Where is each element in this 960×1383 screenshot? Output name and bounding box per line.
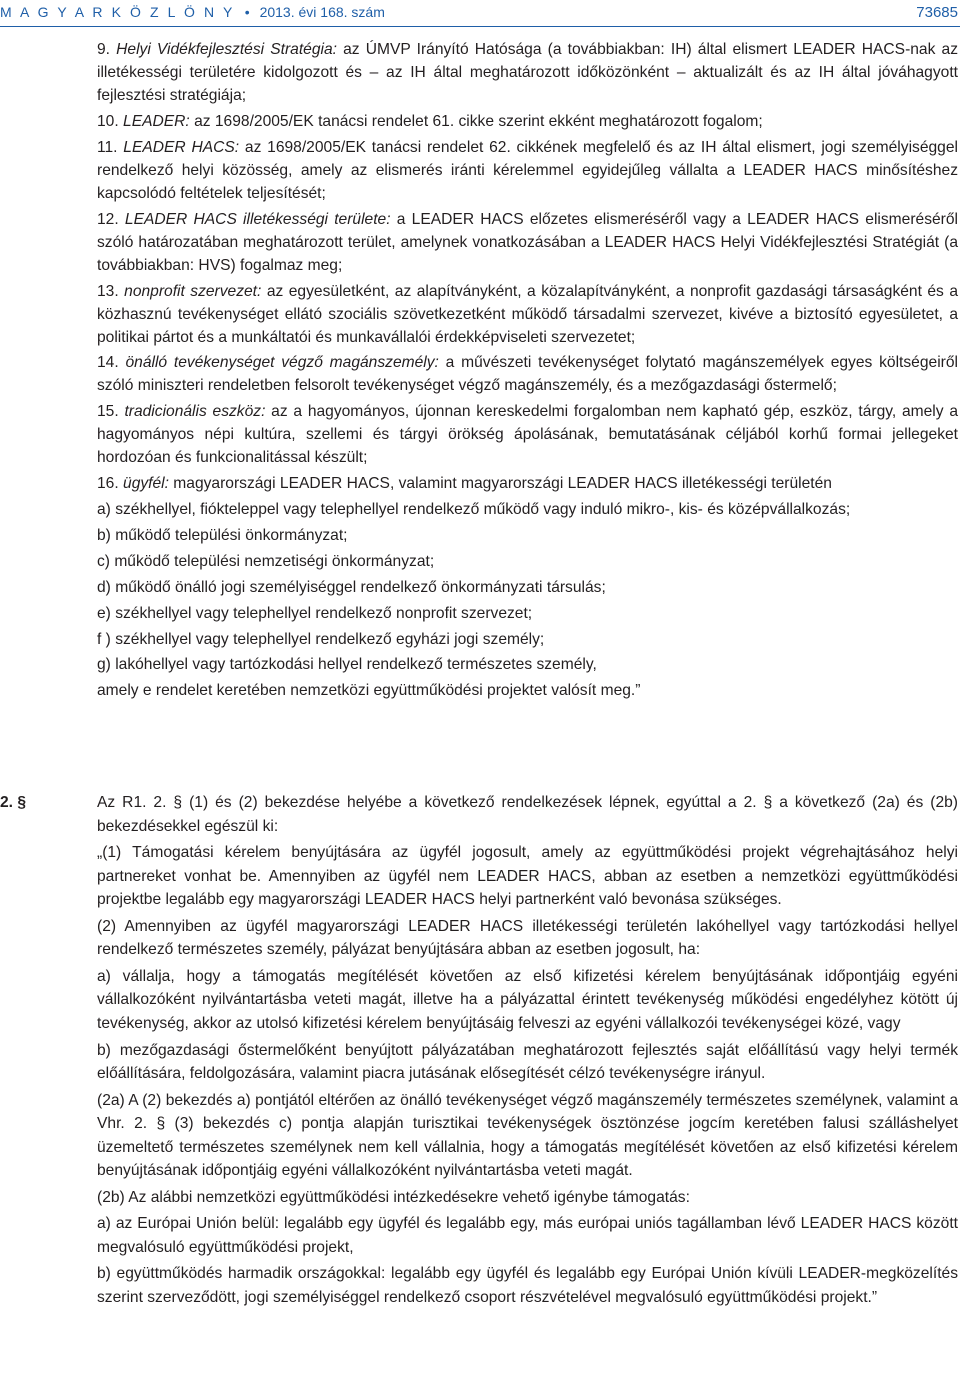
definition-number: 16. [97,475,124,493]
definition-term: LEADER HACS illetékességi területe: [124,210,391,228]
definition-item [97,110,958,133]
definitions-block [97,38,958,705]
client-list-item: f ) székhellyel vagy telephellyel rendelkező egyházi jogi személy; [97,630,545,648]
definition-text: az egyesületként, az alapítványként, a közalapítványként, a nonprofit gazdasági társaságként és a közhasznú tevékenységet ellátó szociális szövetkezetként működő társadalmi szervezet, kivéve a biztosító egyesületet, a politikai pártot és a munkáltatói és munkavállalói érdekképviseleti szervezetet; [97,282,958,346]
section-paragraph: Az R1. 2. § (1) és (2) bekezdése helyébe a következő rendelkezések lépnek, egyúttal a 2. § a következő (2a) és (2b) bekezdésekkel egészül ki: [97,794,958,835]
client-list-item: a) székhellyel, fiókteleppel vagy telephellyel rendelkező működő vagy induló mikro-, kis- és középvállalkozás; [97,501,851,519]
issue-number: 2013. évi 168. szám [259,4,385,20]
page-header [0,0,960,27]
definition-number: 12. [97,210,125,228]
section-paragraph: a) vállalja, hogy a támogatás megítélését követően az első kifizetési kérelem benyújtásának időpontjáig egyéni vállalkozóként nyilvántartásba veteti magát, illetve ha a pályázattal érintett tevékenység működési engedélyhez kötött új tevékenység, akkor az utolsó kifizetési kérelem benyújtásáig felveszi az egyéni vállalkozói tevékenységei közé, vagy [97,967,958,1033]
definition-term: LEADER HACS: [123,138,240,156]
definition-text: az ÚMVP Irányító Hatósága (a továbbiakban: IH) által elismert LEADER HACS-nak az illetékességi területére kidolgozott és – az IH által meghatározott időközönként – aktualizált és az IH által jóváhagyott fejlesztési stratégiája; [97,41,958,104]
definition-number: 11. [97,138,124,156]
definition-text: magyarországi LEADER HACS, valamint magyarországi LEADER HACS illetékességi területén [168,475,832,493]
definition-text: az a hagyományos, újonnan kereskedelmi forgalomban nem kapható gép, eszköz, tárgy, amely a hagyományos népi kultúra, szellemi és tárgyi örökség ápolásának, bemutatásának céljából korhű formai jellegeket hordozóan és funkcionalitással készült; [97,403,958,467]
definition-number: 13. [97,282,125,300]
definition-number: 10. [97,112,124,130]
client-list-item: g) lakóhellyel vagy tartózkodási hellyel rendelkező természetes személy, [97,656,597,674]
section-paragraph: (2a) A (2) bekezdés a) pontjától eltérően az önálló tevékenységet végző magánszemély természetes személynek, valamint a Vhr. 2. § (3) bekezdés c) pontja alapján turisztikai tevékenységek ösztönzése jogcím keretében falusi szálláshelyet üzemeltető természetes személynek nem kell vállalnia, hogy a támogatás megítélését követően az első kifizetési kérelem benyújtásának időpontjáig egyéni vállalkozóként nyilvántartásba veteti magát. [97,1091,958,1180]
definition-text: a művészeti tevékenységet folytató magánszemélyek egyes költségeiről szóló miniszteri rendeletben felsorolt tevékenységet végző magánszemély, és a mezőgazdasági őstermelő; [97,354,958,395]
client-list-item: b) működő települési önkormányzat; [97,527,348,545]
definition-item [97,136,958,205]
definition-item [97,472,958,495]
definition-term: tradicionális eszköz: [124,403,266,421]
definition-text: a LEADER HACS előzetes elismeréséről vagy a LEADER HACS elismeréséről szóló határozatában meghatározott terület, amelynek vonatkozásában a LEADER HACS Helyi Vidékfejlesztési Stratégiát (a továbbiakban: HVS) fogalmaz meg; [97,210,959,274]
definition-term: Helyi Vidékfejlesztési Stratégia: [116,41,337,58]
definition-item [97,38,958,107]
client-list-item: d) működő önálló jogi személyiséggel rendelkező önkormányzati társulás; [97,578,606,596]
definition-term: ügyfél: [123,475,169,493]
definition-number: 15. [97,403,125,421]
journal-title: M A G Y A R K Ö Z L Ö N Y [0,4,235,20]
definition-text: az 1698/2005/EK tanácsi rendelet 61. cikke szerint ekként meghatározott fogalom; [189,112,763,130]
definition-text: az 1698/2005/EK tanácsi rendelet 62. cikkének megfelelő és az IH által elismert, jogi személyiséggel rendelkező helyi közösség, amely az elismerés iránti kérelemmel egyidejűleg vállalta a LEADER HACS minősítéshez kapcsolódó feltételek teljesítését; [97,138,958,202]
definition-item [97,351,958,397]
header-left [0,4,385,20]
definition-term: nonprofit szervezet: [124,282,262,300]
header-bullet: • [244,4,250,20]
client-list-item: c) működő települési nemzetiségi önkormányzat; [97,552,435,570]
client-list-closing: amely e rendelet keretében nemzetközi együttműködési projektet valósít meg.” [97,682,641,700]
section-paragraph: b) együttműködés harmadik országokkal: legalább egy ügyfél és legalább egy Európai Unión kívüli LEADER-megközelítés szerint szerveződött, jogi személyiséggel rendelkező csoport részvételével megvalósuló együttműködési projekt.” [97,1265,958,1306]
client-list-item: e) székhellyel vagy telephellyel rendelkező nonprofit szervezet; [97,604,533,622]
section-2-block [97,791,958,1312]
definition-term: önálló tevékenységet végző magánszemély: [125,354,439,372]
definition-term: LEADER: [123,112,190,130]
definition-item [97,400,958,469]
definition-item [97,280,958,349]
section-paragraph: „(1) Támogatási kérelem benyújtására az ügyfél jogosult, amely az együttműködési projekt végrehajtásához helyi partnereket vonhat be. Amennyiben az ügyfél nem LEADER HACS, abban az esetben a nemzetközi együttműködési projektbe legalább egy magyarországi LEADER HACS helyi partnerként való bevonása szükséges. [97,844,958,909]
section-paragraph: b) mezőgazdasági őstermelőként benyújtott pályázatában meghatározott fejlesztés saját előállítású vagy helyi termék előállítására, feldolgozására, valamint piacra jutásának elősegítését célzó tevékenységre irányul. [97,1041,958,1083]
section-paragraph: (2b) Az alábbi nemzetközi együttműködési intézkedésekre vehető igénybe támogatás: [97,1188,690,1206]
section-number: 2. § [0,794,27,811]
section-paragraph: a) az Európai Unión belül: legalább egy ügyfél és legalább egy, más európai uniós tagállamban lévő LEADER HACS között megvalósuló együttműködési projekt, [97,1215,958,1256]
definition-number: 9. [97,41,117,58]
definition-item [97,208,958,277]
page-number: 73685 [916,4,958,21]
section-paragraph: (2) Amennyiben az ügyfél magyarországi LEADER HACS illetékességi területén lakóhellyel vagy tartózkodási hellyel rendelkező természetes személy, pályázat benyújtására abban az esetben jogosult, ha: [97,917,958,959]
definition-number: 14. [97,354,126,372]
